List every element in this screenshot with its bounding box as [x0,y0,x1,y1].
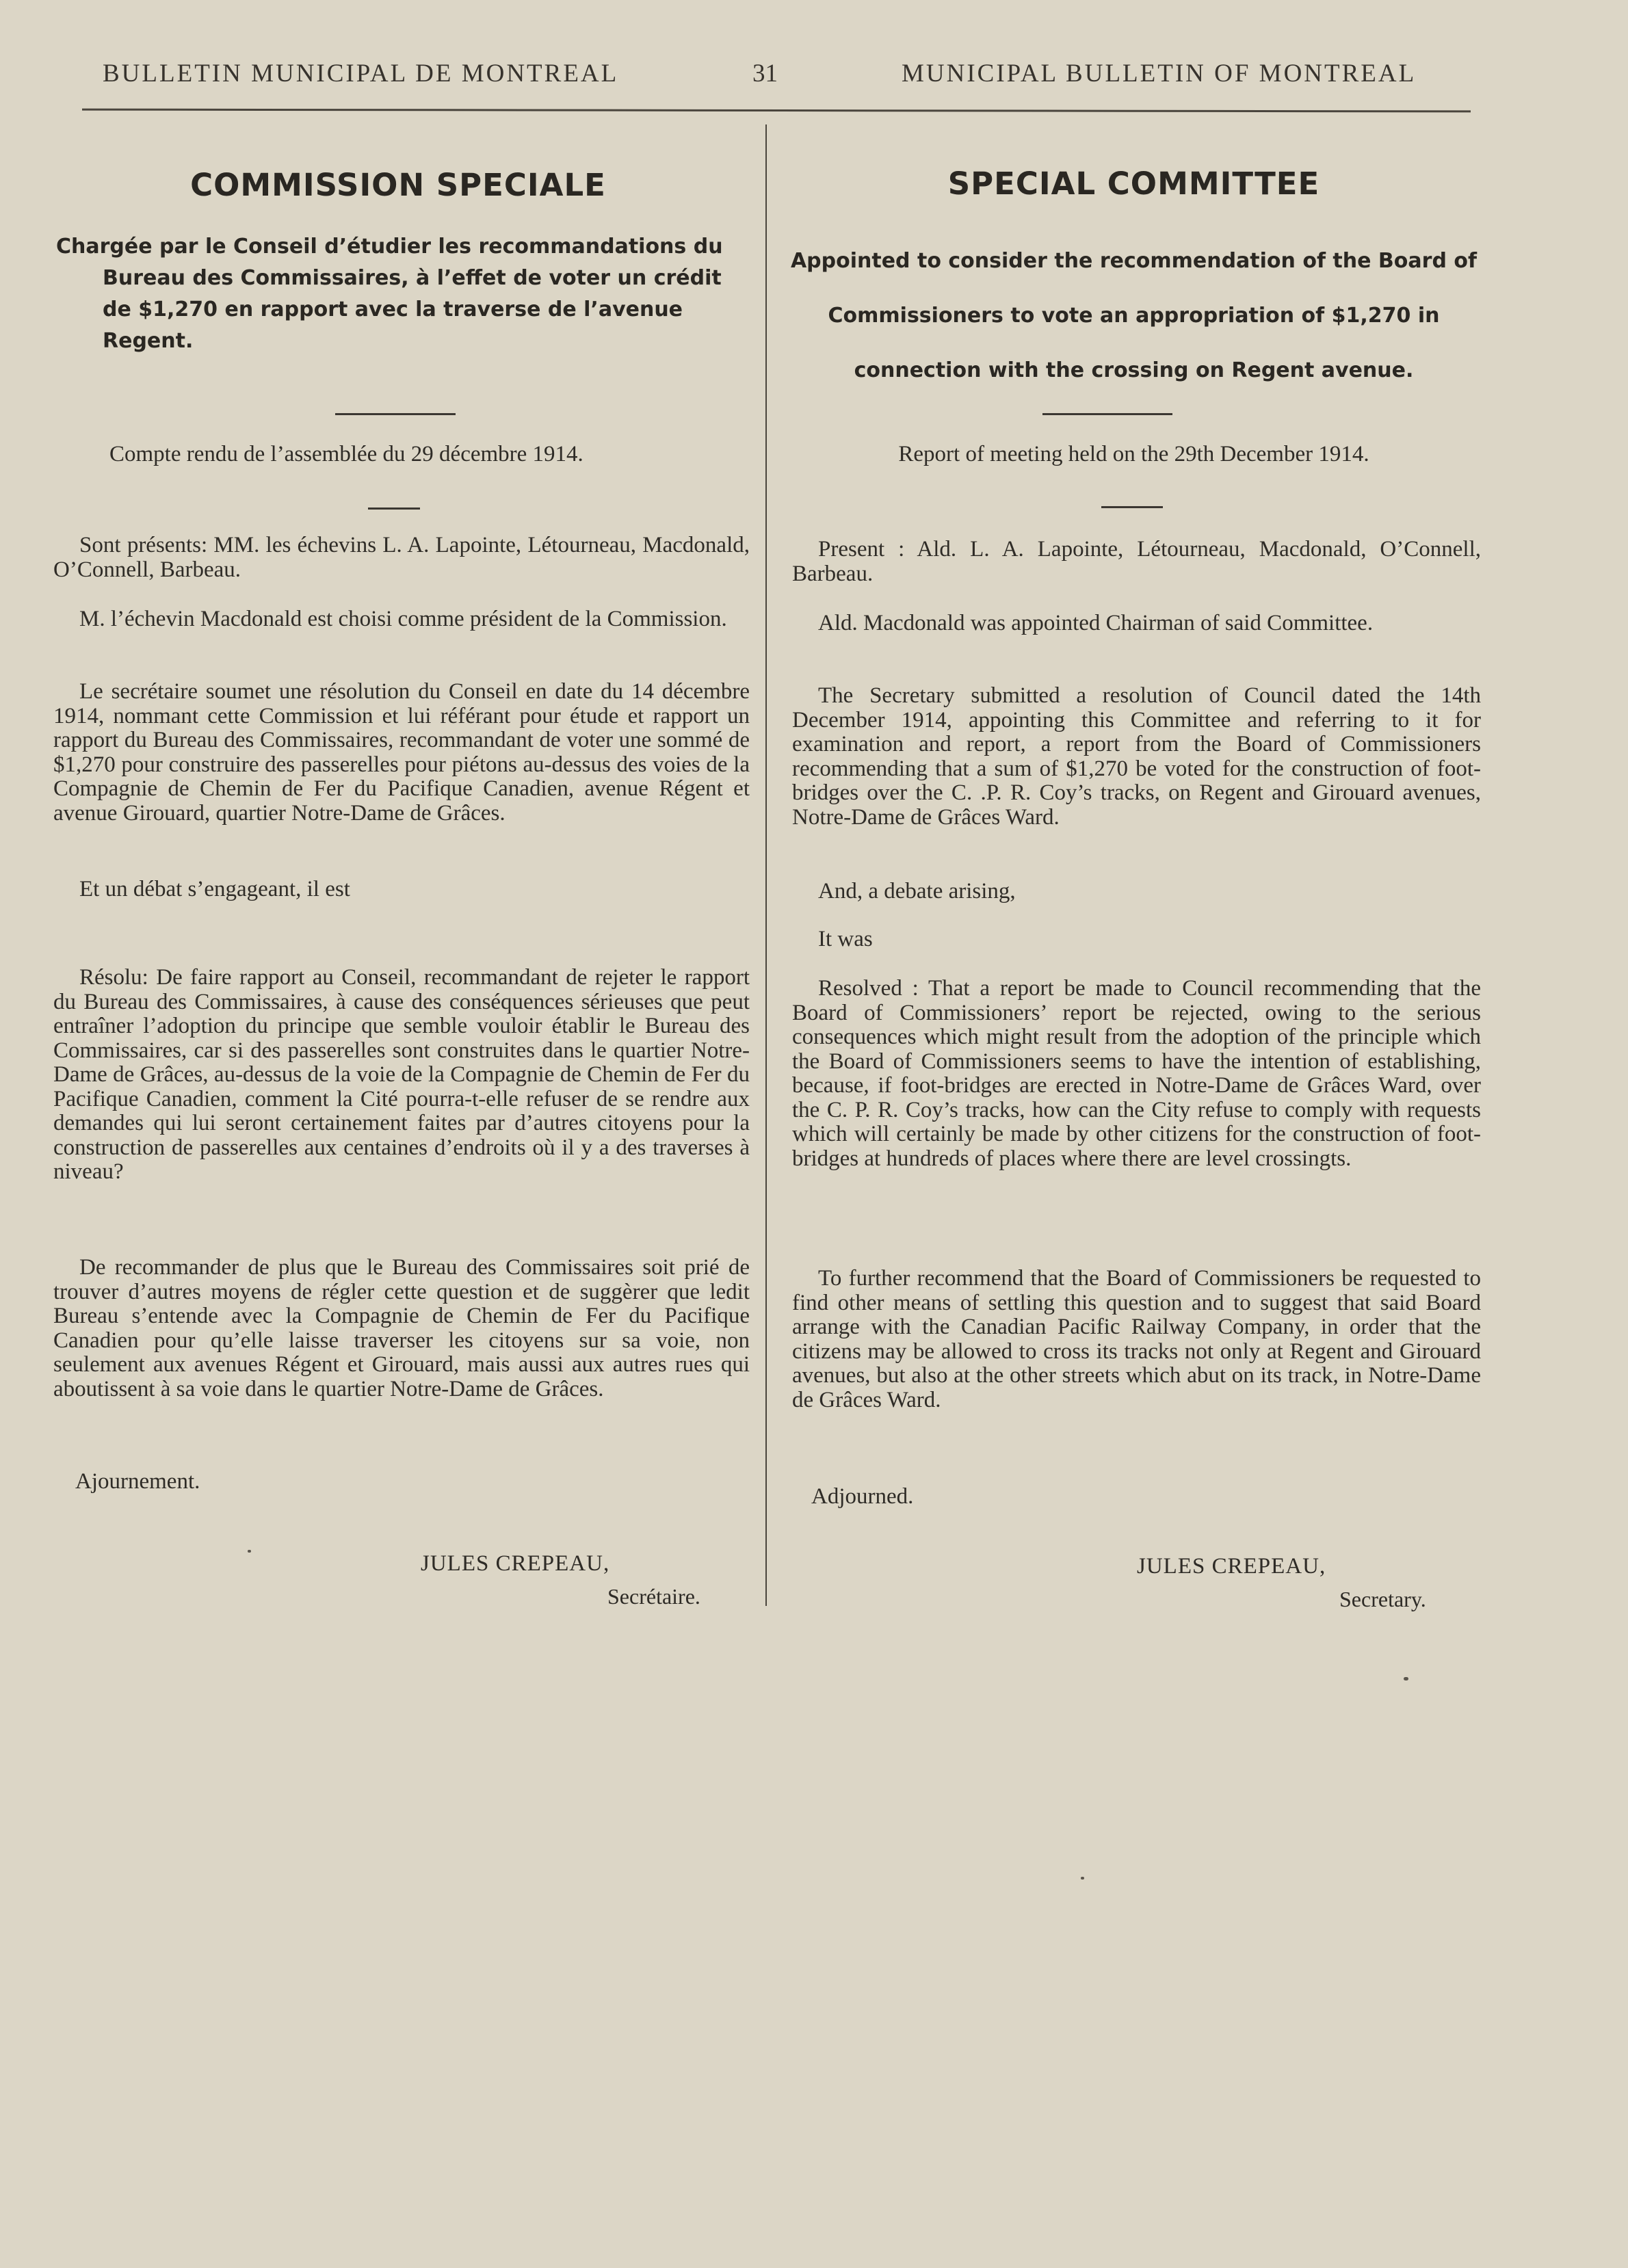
french-present: Sont présents: MM. les échevins L. A. Lapointe, Létourneau, Macdonald, O’Connell, Barbeau. [53,533,750,582]
english-adjourned: Adjourned. [811,1484,914,1509]
page-number: 31 [752,60,778,88]
paper-speck [248,1550,251,1553]
french-adjourned: Ajournement. [75,1469,200,1494]
french-resolved: Résolu: De faire rapport au Conseil, recommandant de rejeter le rapport du Bureau des Commissaires, à cause des conséquences sérieuses que peut entraîner l’adoption du principe que semble vouloir établir le Bureau des Commissaires, car si des passerelles sont construites dans le quartier Notre-Dame de Grâces, au-dessus de la voie de la Compagnie de Chemin de Fer du Pacifique Canadien, comment la Cité pourra-t-elle refuser de se rendre aux demandes qui lui seront certainement faites par d’autres citoyens pour la construction de passerelles aux centaines d’endroits où il y a des traverses à niveau? [53,965,750,1184]
header-english-title: MUNICIPAL BULLETIN OF MONTREAL [902,60,1417,88]
paper-speck [1081,1877,1084,1880]
french-debate: Et un débat s’engageant, il est [79,877,350,901]
french-subtitle-first-line: Chargée par le Conseil d’étudier les recommandations du [56,235,723,259]
english-separator-1 [1042,413,1172,415]
french-separator-2 [368,507,420,510]
column-divider [765,124,767,1606]
french-signature-role: Secrétaire. [607,1584,700,1609]
english-meeting-line: Report of meeting held on the 29th December 1914. [898,442,1369,466]
french-subtitle [56,231,747,357]
english-it-was: It was [818,927,873,951]
header-french-title: BULLETIN MUNICIPAL DE MONTREAL [103,60,619,88]
english-resolved: Resolved : That a report be made to Council recommending that the Board of Commissioners’ report be rejected, owing to the serious consequences which might result from the adoption of the principle which the Board of Commissioners seems to have the intention of establishing, because, if foot-bridges are erected in Notre-Dame de Grâces Ward, over the C. P. R. Coy’s tracks, how can the City refuse to comply with requests which will certainly be made by other citizens for the construction of foot-bridges at hundreds of places where there are level crossingts. [792,976,1481,1171]
english-signature-name: JULES CREPEAU, [1137,1554,1326,1579]
french-subtitle-rest: Bureau des Commissaires, à l’effet de voter un crédit de $1,270 en rapport avec la traverse de l’avenue Regent. [103,266,722,353]
english-chairman: Ald. Macdonald was appointed Chairman of said Committee. [818,611,1374,635]
french-separator-1 [335,413,456,415]
english-separator-2 [1101,506,1163,508]
french-signature-name: JULES CREPEAU, [421,1551,610,1576]
english-recommend: To further recommend that the Board of Commissioners be requested to find other means of settling this question and to suggest that said Board arrange with the Canadian Pacific Railway Company, in order that the citizens may be allowed to cross its tracks not only at Regent and Girouard avenues, but also at the other streets which abut on its track, in Notre-Dame de Grâces Ward. [792,1266,1481,1412]
paper-speck [1404,1677,1408,1680]
french-recommend: De recommander de plus que le Bureau des Commissaires soit prié de trouver d’autres moyens de régler cette question et de suggèrer que ledit Bureau s’entende avec la Compagnie de Chemin de Fer du Pacifique Canadien pour qu’elle laisse traverser les citoyens sur sa voie, non seulement aux avenues Régent et Girouard, mais aussi aux autres rues qui aboutissent à sa voie dans le quartier Notre-Dame de Grâces. [53,1255,750,1401]
english-debate: And, a debate arising, [818,879,1016,904]
english-present: Present : Ald. L. A. Lapointe, Létourneau, Macdonald, O’Connell, Barbeau. [792,537,1481,586]
english-signature-role: Secretary. [1339,1587,1426,1611]
header-rule [82,109,1471,113]
english-subtitle: Appointed to consider the recommendation of the Board of Commissioners to vote an appropriation of $1,270 in connection with the crossing on Regent avenue. [790,249,1478,382]
english-secretary-paragraph: The Secretary submitted a resolution of Council dated the 14th December 1914, appointing this Committee and referring to it for examination and report, a report from the Board of Commissioners recommending that a sum of $1,270 be voted for the construction of foot-bridges over the C. .P. R. Coy’s tracks, on Regent and Girouard avenues, Notre-Dame de Grâces Ward. [792,683,1481,830]
english-title: SPECIAL COMMITTEE [947,166,1320,202]
french-secretary-paragraph: Le secrétaire soumet une résolution du Conseil en date du 14 décembre 1914, nommant cette Commission et lui référant pour étude et rapport un rapport du Bureau des Commissaires, recommandant de voter une sommé de $1,270 pour construire des passerelles pour piétons au-dessus des voies de la Compagnie de Chemin de Fer du Pacifique Canadien, avenue Régent et avenue Girouard, quartier Notre-Dame de Grâces. [53,679,750,826]
french-title: COMMISSION SPECIALE [190,167,606,203]
french-chairman: M. l’échevin Macdonald est choisi comme président de la Commission. [79,607,727,631]
french-meeting-line: Compte rendu de l’assemblée du 29 décembre 1914. [109,442,583,466]
